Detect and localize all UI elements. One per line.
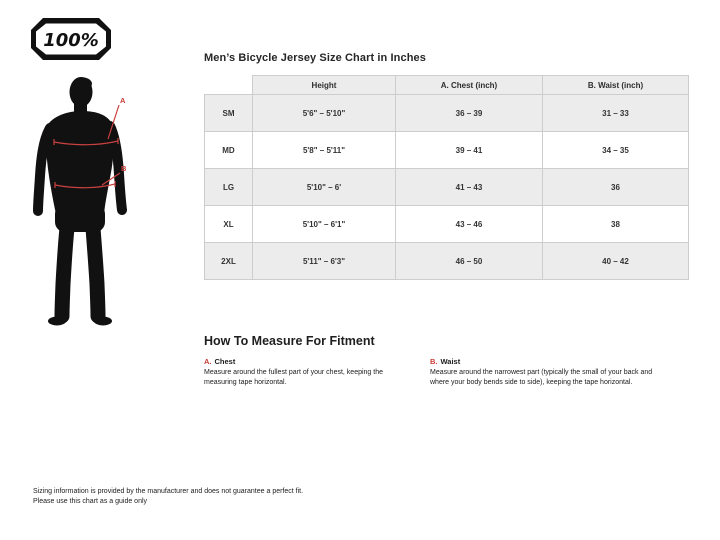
waist-cell: 36 <box>543 169 689 206</box>
column-header-waist: B. Waist (inch) <box>543 76 689 95</box>
size-cell: LG <box>205 169 253 206</box>
chest-cell: 36 – 39 <box>396 95 543 132</box>
table-corner-blank <box>205 76 253 95</box>
hexagon-badge-icon <box>30 17 112 61</box>
measure-chest-name: Chest <box>214 357 236 366</box>
height-cell: 5'10" – 6' <box>253 169 396 206</box>
footnote <box>33 487 303 507</box>
waist-marker-label: B <box>121 164 127 173</box>
measure-waist-prefix: B. <box>430 357 438 366</box>
waist-cell: 34 – 35 <box>543 132 689 169</box>
height-cell: 5'11" – 6'3" <box>253 243 396 280</box>
height-cell: 5'8" – 5'11" <box>253 132 396 169</box>
chest-marker-label: A <box>120 96 126 105</box>
male-silhouette-icon <box>30 76 162 328</box>
waist-cell: 38 <box>543 206 689 243</box>
table-row-md <box>205 132 689 169</box>
page-title: Men’s Bicycle Jersey Size Chart in Inches <box>204 52 426 64</box>
measure-waist-label <box>430 357 668 366</box>
logo-text: 100% <box>43 30 99 51</box>
chest-cell: 39 – 41 <box>396 132 543 169</box>
height-cell: 5'10" – 6'1" <box>253 206 396 243</box>
size-chart-table <box>204 75 689 280</box>
measure-waist-block <box>430 357 668 387</box>
measure-waist-text: Measure around the narrowest part (typically the small of your back and where your body bends side to side), keeping the tape horizontal. <box>430 369 653 386</box>
measure-chest-label <box>204 357 416 366</box>
size-cell: SM <box>205 95 253 132</box>
table-row-sm <box>205 95 689 132</box>
chest-cell: 43 – 46 <box>396 206 543 243</box>
column-header-height: Height <box>253 76 396 95</box>
footnote-line-1: Sizing information is provided by the manufacturer and does not guarantee a perfect fit. <box>33 488 304 495</box>
footnote-line-2: Please use this chart as a guide only <box>33 498 148 505</box>
measure-chest-block <box>204 357 416 387</box>
chest-cell: 41 – 43 <box>396 169 543 206</box>
waist-cell: 31 – 33 <box>543 95 689 132</box>
size-cell: 2XL <box>205 243 253 280</box>
chest-cell: 46 – 50 <box>396 243 543 280</box>
table-row-lg <box>205 169 689 206</box>
brand-logo <box>30 17 112 66</box>
column-header-chest: A. Chest (inch) <box>396 76 543 95</box>
measure-chest-prefix: A. <box>204 357 212 366</box>
measure-section-heading: How To Measure For Fitment <box>204 334 375 348</box>
measure-waist-name: Waist <box>440 357 461 366</box>
table-row-2xl <box>205 243 689 280</box>
size-cell: MD <box>205 132 253 169</box>
measurement-figure <box>30 76 162 333</box>
measure-chest-text: Measure around the fullest part of your chest, keeping the measuring tape horizontal. <box>204 369 383 386</box>
height-cell: 5'6" – 5'10" <box>253 95 396 132</box>
waist-cell: 40 – 42 <box>543 243 689 280</box>
table-header-row <box>205 76 689 95</box>
size-cell: XL <box>205 206 253 243</box>
table-row-xl <box>205 206 689 243</box>
